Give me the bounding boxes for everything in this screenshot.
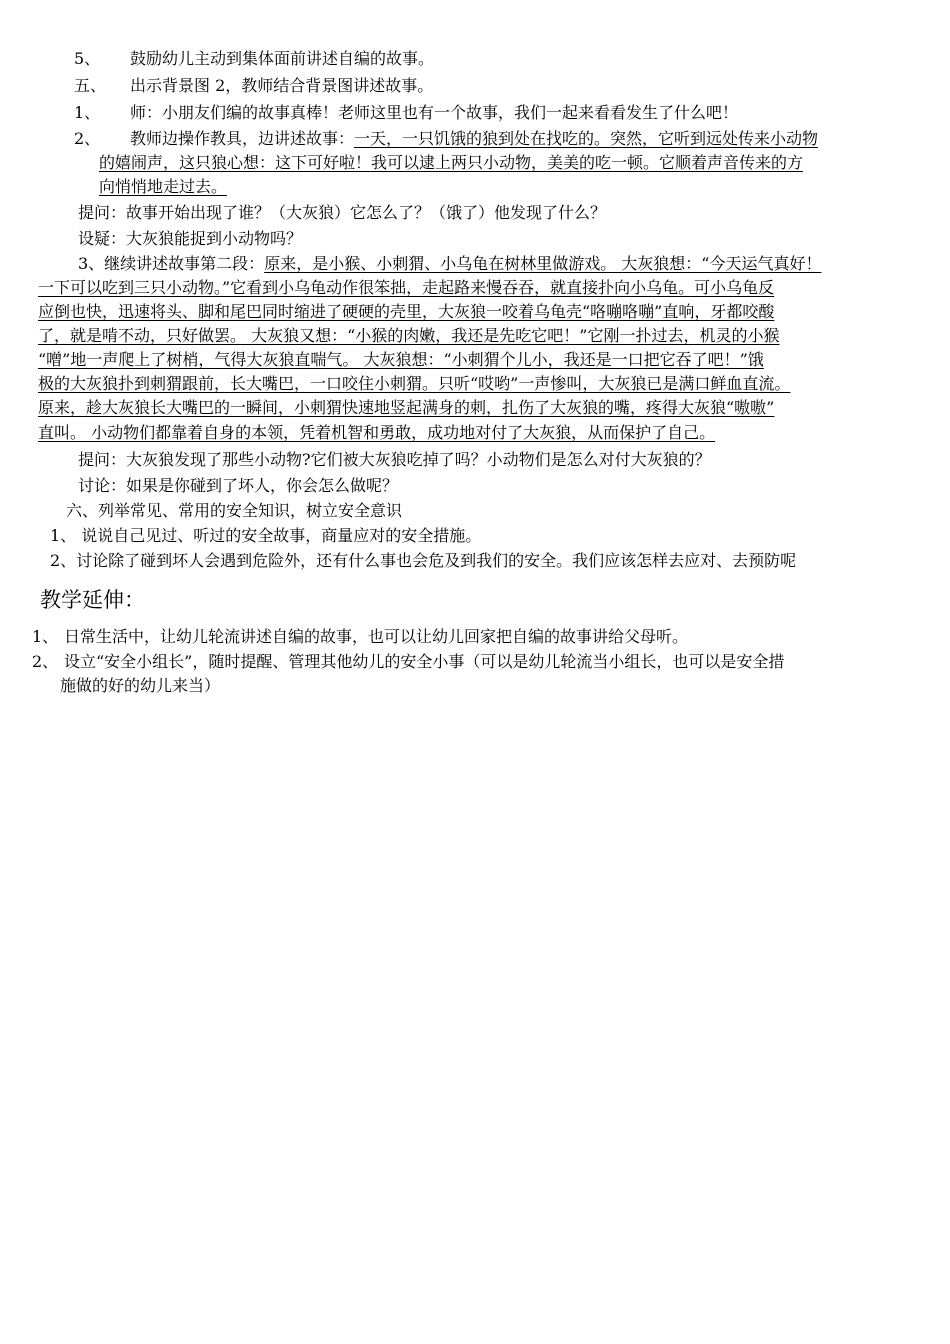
section-five [74, 75, 433, 97]
extension-number: 2、 [32, 652, 59, 671]
extension-text: 日常生活中，让幼儿轮流讲述自编的故事，也可以让幼儿回家把自编的故事讲给父母听。 [64, 627, 689, 646]
step-text: 3、继续讲述故事第二段： [78, 254, 265, 273]
step-text: 教师边操作教具，边讲述故事： [130, 129, 355, 148]
story-part-two-line-8: 直叫。 小动物们都靠着自身的本领，凭着机智和勇敢，成功地对付了大灰狼，从而保护了自己。 [38, 423, 716, 442]
question-2: 设疑：大灰狼能捉到小动物吗？ [78, 229, 303, 248]
question-4: 讨论：如果是你碰到了坏人，你会怎么做呢？ [78, 476, 399, 495]
question-1: 提问：故事开始出现了谁？（大灰狼）它怎么了？（饿了）他发现了什么？ [78, 203, 607, 222]
step-number: 1、 [74, 103, 101, 122]
question-3: 提问：大灰狼发现了那些小动物?它们被大灰狼吃掉了吗？小动物们是怎么对付大灰狼的？ [78, 450, 711, 469]
story-part-two-line-7: 原来，趁大灰狼长大嘴巴的一瞬间，小刺猬快速地竖起满身的刺，扎伤了大灰狼的嘴，疼得大灰狼“嗷嗷” [38, 398, 775, 417]
story-part-two-line-1: 原来，是小猴、小刺猬、小乌龟在树林里做游戏。 大灰狼想：“今天运气真好！ [264, 254, 822, 273]
step-3 [78, 253, 821, 275]
section-six-item-2: 2、讨论除了碰到坏人会遇到危险外，还有什么事也会危及到我们的安全。我们应该怎样去应对、去预防呢 [50, 551, 797, 570]
step-2 [74, 128, 818, 150]
section-text: 出示背景图 2，教师结合背景图讲述故事。 [130, 76, 434, 95]
section-six: 六、列举常见、常用的安全知识，树立安全意识 [66, 501, 403, 520]
section-number: 五、 [74, 76, 107, 95]
step-number: 5、 [74, 49, 101, 68]
story-part-one-line-3: 向悄悄地走过去。 [99, 177, 228, 196]
story-part-one-line-2: 的嬉闹声，这只狼心想：这下可好啦！我可以逮上两只小动物，美美的吃一顿。它顺着声音传来的方 [99, 153, 804, 172]
story-part-one-line-1: 一天，一只饥饿的狼到处在找吃的。突然，它听到远处传来小动物 [354, 129, 819, 148]
step-text: 师：小朋友们编的故事真棒！老师这里也有一个故事，我们一起来看看发生了什么吧！ [130, 103, 739, 122]
step-5 [74, 48, 434, 70]
step-number: 2、 [74, 129, 101, 148]
section-six-item-1: 1、 说说自己见过、听过的安全故事，商量应对的安全措施。 [50, 526, 482, 545]
extension-item-1 [32, 626, 688, 648]
extension-item-2-continued: 施做的好的幼儿来当） [60, 676, 221, 695]
story-part-two-line-2: 一下可以吃到三只小动物。”它看到小乌龟动作很笨拙，走起路来慢吞吞，就直接扑向小乌龟。可小乌龟反 [38, 278, 775, 297]
step-text: 鼓励幼儿主动到集体面前讲述自编的故事。 [130, 49, 435, 68]
step-1 [74, 102, 738, 124]
story-part-two-line-5: “噌”地一声爬上了树梢，气得大灰狼直喘气。 大灰狼想：“小刺猬个儿小，我还是一口把它吞了吧！”饿 [38, 350, 764, 369]
extension-text: 设立“安全小组长”，随时提醒、管理其他幼儿的安全小事（可以是幼儿轮流当小组长，也可以是安全措 [64, 652, 785, 671]
extension-number: 1、 [32, 627, 59, 646]
story-part-two-line-3: 应倒也快，迅速将头、脚和尾巴同时缩进了硬硬的壳里，大灰狼一咬着乌龟壳“咯嘣咯嘣”直响，牙都咬酸 [38, 302, 775, 321]
extension-item-2 [32, 651, 784, 673]
story-part-two-line-4: 了，就是啃不动，只好做罢。 大灰狼又想：“小猴的肉嫩，我还是先吃它吧！”它刚一扑过去，机灵的小猴 [38, 326, 780, 345]
extension-heading: 教学延伸： [40, 588, 145, 612]
story-part-two-line-6: 极的大灰狼扑到刺猬跟前，长大嘴巴，一口咬住小刺猬。只听“哎哟”一声惨叫，大灰狼已是满口鲜血直流。 [38, 374, 791, 393]
